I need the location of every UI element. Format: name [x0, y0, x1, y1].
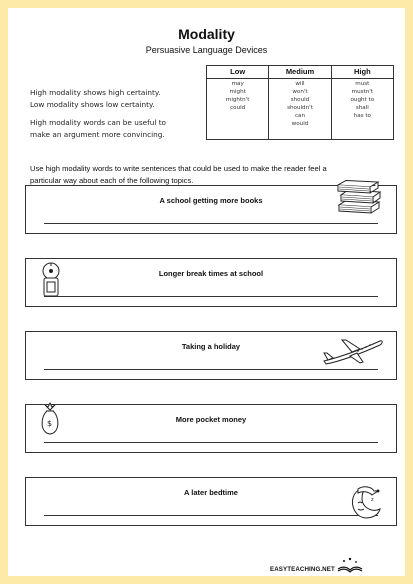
- modality-word: won't: [292, 89, 308, 95]
- footer-brand: EASYTEACHING.NET: [270, 566, 335, 573]
- modality-column-high: [332, 66, 393, 139]
- topic-title: More pocket money: [175, 415, 247, 424]
- topic-title: A school getting more books: [159, 196, 263, 205]
- intro-line: High modality words can be useful to: [30, 118, 167, 127]
- modality-word: would: [291, 121, 309, 127]
- writing-line[interactable]: [44, 369, 378, 370]
- topic-title: Taking a holiday: [181, 342, 241, 351]
- books-icon: [336, 180, 382, 216]
- modality-words-high: [332, 79, 393, 120]
- topic-box: [25, 331, 397, 380]
- writing-line[interactable]: [44, 442, 378, 443]
- modality-column-medium: [269, 66, 331, 139]
- modality-word: will: [295, 81, 305, 87]
- modality-word: must: [355, 81, 370, 87]
- modality-table: [206, 65, 394, 140]
- money-bag-icon: [39, 401, 61, 437]
- topic-box: [25, 185, 397, 234]
- school-bell-icon: [40, 262, 62, 298]
- svg-text:z: z: [371, 497, 374, 503]
- modality-word: can: [294, 113, 306, 119]
- modality-word: should: [290, 97, 310, 103]
- page-title: Modality: [178, 26, 235, 42]
- svg-text:$: $: [47, 419, 53, 428]
- modality-word: might: [229, 89, 246, 95]
- instructions-line: Use high modality words to write sentences that could be used to make the reader feel a: [30, 164, 327, 173]
- moon-icon: [344, 483, 384, 523]
- modality-heading-low: Low: [207, 66, 268, 79]
- topic-box: [25, 477, 397, 526]
- intro-line: make an argument more convincing.: [30, 130, 165, 139]
- airplane-icon: [322, 336, 384, 366]
- intro-line: Low modality shows low certainty.: [30, 100, 155, 109]
- modality-words-medium: [269, 79, 330, 128]
- modality-word: shouldn't: [287, 105, 313, 111]
- modality-heading-medium: Medium: [269, 66, 330, 79]
- writing-line[interactable]: [44, 296, 378, 297]
- topic-title: Longer break times at school: [158, 269, 264, 278]
- writing-line[interactable]: [44, 223, 378, 224]
- topic-title: A later bedtime: [184, 488, 238, 497]
- instructions-line: particular way about each of the following topics.: [30, 176, 194, 185]
- modality-word: may: [231, 81, 244, 87]
- writing-line[interactable]: [44, 515, 378, 516]
- modality-word: could: [230, 105, 246, 111]
- modality-column-low: [207, 66, 269, 139]
- topic-box: [25, 258, 397, 307]
- open-book-logo-icon: [336, 557, 364, 573]
- modality-words-low: [207, 79, 268, 112]
- modality-word: ought to: [350, 97, 375, 103]
- modality-word: shall: [355, 105, 369, 111]
- modality-word: mightn't: [225, 97, 250, 103]
- modality-word: has to: [353, 113, 371, 119]
- intro-line: High modality shows high certainty.: [30, 88, 161, 97]
- modality-heading-high: High: [332, 66, 393, 79]
- intro-text: [30, 87, 205, 141]
- modality-word: mustn't: [351, 89, 374, 95]
- topic-box: [25, 404, 397, 453]
- worksheet-page: [8, 8, 405, 576]
- page-subtitle: Persuasive Language Devices: [145, 45, 268, 55]
